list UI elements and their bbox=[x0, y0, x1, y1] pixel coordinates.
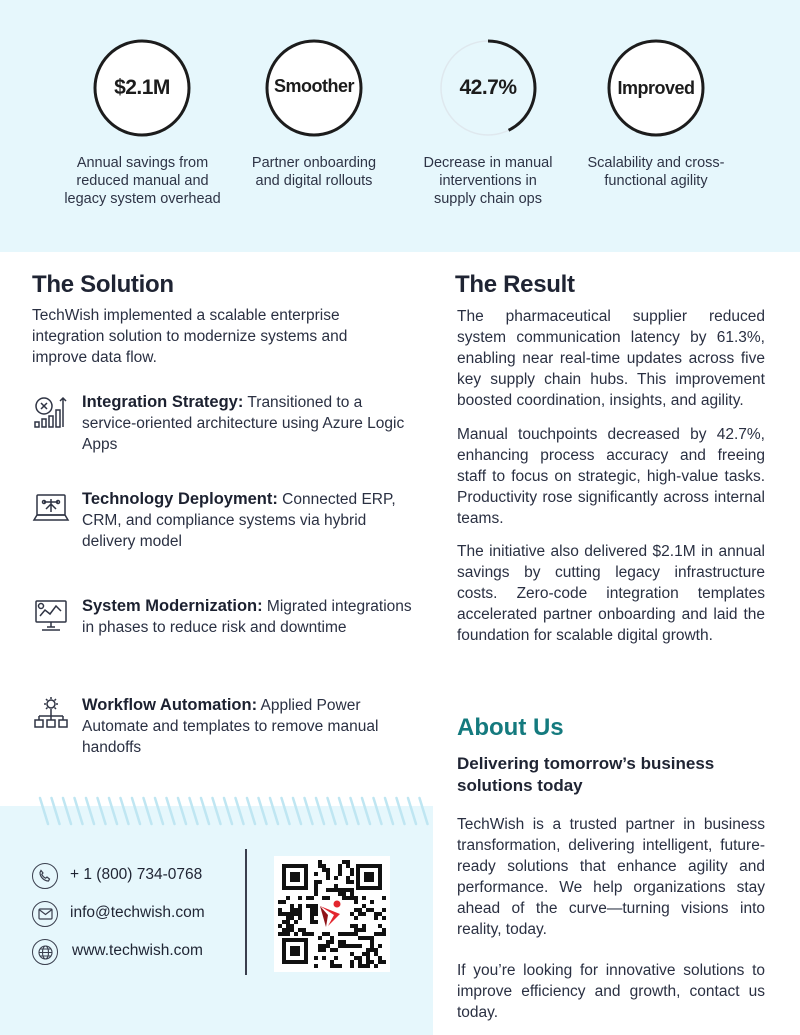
qr-module bbox=[370, 944, 374, 948]
stripe-line bbox=[293, 798, 301, 824]
qr-module bbox=[278, 908, 282, 912]
stripe-line bbox=[144, 798, 152, 824]
qr-module bbox=[378, 956, 382, 960]
qr-module bbox=[310, 908, 314, 912]
qr-module bbox=[334, 948, 338, 952]
stat-value: 42.7% bbox=[459, 76, 517, 99]
item-description: Migrated integrations in phases to reduce risk and downtime bbox=[82, 598, 412, 636]
globe-icon bbox=[32, 939, 58, 965]
stat-ring bbox=[438, 38, 538, 138]
stat-ring bbox=[264, 38, 364, 138]
qr-module bbox=[318, 944, 322, 948]
stat-value: Improved bbox=[617, 77, 695, 98]
qr-module bbox=[314, 904, 318, 908]
qr-module bbox=[350, 896, 354, 900]
qr-module bbox=[350, 960, 354, 964]
stripe-line bbox=[75, 798, 83, 824]
qr-module bbox=[382, 916, 386, 920]
contact-divider bbox=[245, 849, 247, 975]
qr-module bbox=[314, 892, 318, 896]
qr-module bbox=[382, 928, 386, 932]
result-paragraph: Manual touchpoints decreased by 42.7%, enhancing process accuracy and freeing staff to focus on strategic, high-value tasks. Productivity rose significantly across internal teams. bbox=[457, 426, 765, 527]
stripe-line bbox=[40, 798, 48, 824]
qr-module bbox=[290, 908, 294, 912]
qr-module bbox=[306, 904, 310, 908]
qr-module bbox=[314, 872, 318, 876]
qr-module bbox=[370, 960, 374, 964]
qr-module bbox=[330, 960, 334, 964]
qr-module bbox=[322, 864, 326, 868]
stripe-line bbox=[374, 798, 382, 824]
qr-module bbox=[378, 932, 382, 936]
qr-module bbox=[370, 908, 374, 912]
qr-module bbox=[350, 944, 354, 948]
email-link: info@techwish.com bbox=[70, 904, 205, 921]
qr-module bbox=[378, 960, 382, 964]
qr-module bbox=[358, 936, 362, 940]
qr-module bbox=[326, 868, 330, 872]
qr-module bbox=[278, 932, 282, 936]
qr-module bbox=[338, 868, 342, 872]
qr-module bbox=[362, 924, 366, 928]
qr-module bbox=[346, 932, 350, 936]
qr-module bbox=[378, 912, 382, 916]
qr-module bbox=[350, 932, 354, 936]
qr-module bbox=[318, 936, 322, 940]
qr-module bbox=[354, 908, 358, 912]
stripe-line bbox=[420, 798, 428, 824]
mail-icon bbox=[32, 901, 58, 927]
qr-module bbox=[374, 948, 378, 952]
qr-module bbox=[326, 932, 330, 936]
item-title: Workflow Automation: bbox=[82, 696, 258, 714]
qr-module bbox=[350, 912, 354, 916]
qr-module bbox=[322, 868, 326, 872]
stripe-line bbox=[167, 798, 175, 824]
qr-module bbox=[374, 932, 378, 936]
qr-module bbox=[286, 928, 290, 932]
qr-module bbox=[330, 936, 334, 940]
qr-module bbox=[354, 924, 358, 928]
qr-module bbox=[342, 888, 346, 892]
qr-module bbox=[342, 932, 346, 936]
qr-module bbox=[354, 900, 358, 904]
qr-module bbox=[310, 896, 314, 900]
qr-module bbox=[374, 912, 378, 916]
solution-heading: The Solution bbox=[32, 271, 174, 298]
qr-module bbox=[330, 940, 334, 944]
qr-module bbox=[358, 912, 362, 916]
qr-module bbox=[346, 880, 350, 884]
qr-module bbox=[350, 872, 354, 876]
qr-module bbox=[290, 924, 294, 928]
qr-module bbox=[362, 928, 366, 932]
stripe-line bbox=[132, 798, 140, 824]
qr-module bbox=[326, 876, 330, 880]
qr-module bbox=[310, 916, 314, 920]
qr-module bbox=[370, 948, 374, 952]
qr-module bbox=[298, 916, 302, 920]
stripe-line bbox=[201, 798, 209, 824]
qr-module bbox=[346, 888, 350, 892]
qr-module bbox=[338, 944, 342, 948]
qr-module bbox=[362, 912, 366, 916]
qr-module bbox=[322, 932, 326, 936]
qr-module bbox=[346, 896, 350, 900]
qr-module bbox=[310, 920, 314, 924]
qr-module bbox=[282, 932, 286, 936]
stripe-line bbox=[155, 798, 163, 824]
qr-module bbox=[358, 956, 362, 960]
qr-module bbox=[290, 912, 294, 916]
qr-module bbox=[342, 892, 346, 896]
qr-module bbox=[346, 860, 350, 864]
stat-savings bbox=[52, 38, 232, 208]
qr-module bbox=[282, 920, 286, 924]
qr-module bbox=[314, 908, 318, 912]
stripe-line bbox=[259, 798, 267, 824]
qr-module bbox=[366, 936, 370, 940]
qr-module bbox=[290, 928, 294, 932]
qr-module bbox=[366, 956, 370, 960]
qr-module bbox=[350, 952, 354, 956]
qr-module bbox=[366, 952, 370, 956]
qr-module bbox=[286, 916, 290, 920]
stat-onboarding bbox=[224, 38, 404, 190]
qr-module bbox=[338, 864, 342, 868]
qr-module bbox=[334, 876, 338, 880]
item-title: Integration Strategy: bbox=[82, 393, 244, 411]
deployment-laptop-icon bbox=[32, 489, 70, 527]
stripe-line bbox=[121, 798, 129, 824]
qr-module bbox=[314, 920, 318, 924]
qr-module bbox=[350, 888, 354, 892]
qr-module bbox=[318, 880, 322, 884]
qr-module bbox=[306, 896, 310, 900]
stripe-line bbox=[385, 798, 393, 824]
qr-module bbox=[286, 932, 290, 936]
qr-module bbox=[330, 888, 334, 892]
qr-module bbox=[354, 932, 358, 936]
stripe-line bbox=[408, 798, 416, 824]
qr-module bbox=[366, 948, 370, 952]
qr-module bbox=[318, 948, 322, 952]
qr-module bbox=[330, 964, 334, 968]
qr-module bbox=[318, 860, 322, 864]
result-paragraph: The initiative also delivered $2.1M in annual savings by cutting legacy infrastructure costs. Zero-code integration templates accelerated partner onboarding and laid the foundation for scalable digital growth. bbox=[457, 543, 765, 644]
qr-module bbox=[354, 928, 358, 932]
qr-module bbox=[366, 908, 370, 912]
qr-module bbox=[362, 896, 366, 900]
qr-module bbox=[322, 896, 326, 900]
qr-module bbox=[298, 912, 302, 916]
qr-module bbox=[302, 928, 306, 932]
stats-band bbox=[0, 0, 800, 252]
qr-module bbox=[358, 960, 362, 964]
qr-module bbox=[362, 964, 366, 968]
qr-module bbox=[282, 912, 286, 916]
qr-code[interactable] bbox=[274, 856, 390, 972]
workflow-gear-icon bbox=[32, 695, 70, 733]
stat-value: $2.1M bbox=[114, 76, 170, 99]
qr-module bbox=[378, 944, 382, 948]
stat-ring bbox=[92, 38, 192, 138]
about-subheading: Delivering tomorrow’s business solutions today bbox=[457, 754, 715, 795]
qr-module bbox=[314, 912, 318, 916]
qr-module bbox=[382, 960, 386, 964]
stat-value: Smoother bbox=[273, 75, 354, 96]
about-heading: About Us bbox=[457, 714, 564, 741]
qr-module bbox=[334, 964, 338, 968]
phone-icon bbox=[32, 863, 58, 889]
stripe-line bbox=[190, 798, 198, 824]
item-title: System Modernization: bbox=[82, 597, 263, 615]
qr-module bbox=[374, 964, 378, 968]
qr-module bbox=[354, 916, 358, 920]
qr-module bbox=[294, 908, 298, 912]
qr-module bbox=[302, 932, 306, 936]
stripe-line bbox=[351, 798, 359, 824]
phone-text: + 1 (800) 734-0768 bbox=[70, 866, 203, 883]
qr-module bbox=[362, 952, 366, 956]
stat-caption: Partner onboarding and digital rollouts bbox=[251, 155, 377, 189]
stripe-line bbox=[213, 798, 221, 824]
qr-module bbox=[362, 936, 366, 940]
qr-module bbox=[306, 932, 310, 936]
solution-intro: TechWish implemented a scalable enterprise integration solution to modernize systems and improve data flow. bbox=[32, 307, 348, 366]
qr-module bbox=[338, 872, 342, 876]
qr-module bbox=[298, 908, 302, 912]
qr-module bbox=[370, 940, 374, 944]
qr-module bbox=[374, 916, 378, 920]
qr-module bbox=[326, 896, 330, 900]
qr-module bbox=[350, 892, 354, 896]
result-heading: The Result bbox=[455, 271, 575, 298]
qr-module bbox=[326, 944, 330, 948]
qr-module bbox=[338, 932, 342, 936]
qr-module bbox=[338, 940, 342, 944]
stat-interventions bbox=[398, 38, 578, 208]
about-paragraph: If you’re looking for innovative solutions to improve efficiency and growth, contact us today. bbox=[457, 962, 765, 1021]
stripe-line bbox=[98, 798, 106, 824]
decorative-stripes bbox=[36, 794, 436, 830]
qr-module bbox=[286, 920, 290, 924]
stripe-line bbox=[109, 798, 117, 824]
qr-module bbox=[366, 964, 370, 968]
qr-module bbox=[314, 888, 318, 892]
stripe-line bbox=[63, 798, 71, 824]
qr-module bbox=[354, 896, 358, 900]
qr-module bbox=[326, 888, 330, 892]
qr-module bbox=[378, 924, 382, 928]
qr-module bbox=[354, 956, 358, 960]
item-description: Connected ERP, CRM, and compliance systems via hybrid delivery model bbox=[82, 491, 396, 550]
qr-module bbox=[338, 892, 342, 896]
item-title: Technology Deployment: bbox=[82, 490, 278, 508]
qr-module bbox=[278, 912, 282, 916]
result-paragraph: The pharmaceutical supplier reduced system communication latency by 61.3%, enabling near real-time updates across five key supply chain hubs. This improvement boosted coordination, insights, and agility. bbox=[457, 308, 765, 409]
stripe-line bbox=[328, 798, 336, 824]
qr-module bbox=[354, 944, 358, 948]
qr-module bbox=[318, 864, 322, 868]
stripe-line bbox=[305, 798, 313, 824]
qr-module bbox=[310, 932, 314, 936]
qr-module bbox=[358, 928, 362, 932]
qr-module bbox=[334, 956, 338, 960]
qr-module bbox=[382, 896, 386, 900]
qr-module bbox=[350, 964, 354, 968]
qr-module bbox=[322, 944, 326, 948]
stat-scalability bbox=[566, 38, 746, 190]
qr-module bbox=[286, 896, 290, 900]
qr-module bbox=[282, 900, 286, 904]
qr-module bbox=[326, 872, 330, 876]
qr-module bbox=[338, 964, 342, 968]
stripe-line bbox=[236, 798, 244, 824]
item-description: Applied Power Automate and templates to remove manual handoffs bbox=[82, 697, 379, 756]
qr-module bbox=[334, 884, 338, 888]
stripe-line bbox=[52, 798, 60, 824]
qr-module bbox=[346, 944, 350, 948]
qr-module bbox=[374, 952, 378, 956]
qr-module bbox=[346, 876, 350, 880]
qr-module bbox=[342, 940, 346, 944]
qr-module bbox=[342, 860, 346, 864]
qr-module bbox=[298, 928, 302, 932]
stat-caption: Annual savings from reduced manual and legacy system overhead bbox=[64, 155, 221, 207]
stripe-line bbox=[224, 798, 232, 824]
qr-module bbox=[350, 924, 354, 928]
stripe-line bbox=[247, 798, 255, 824]
qr-module bbox=[330, 948, 334, 952]
about-paragraph: TechWish is a trusted partner in business transformation, delivering intelligent, future-ready solutions that enhance agility and performance. We help organizations stay ahead of the curve—turning visions into reality, today. bbox=[457, 816, 765, 938]
qr-module bbox=[334, 888, 338, 892]
qr-module bbox=[342, 944, 346, 948]
stat-caption: Decrease in manual interventions in supply chain ops bbox=[423, 155, 553, 207]
qr-module bbox=[298, 904, 302, 908]
qr-module bbox=[314, 884, 318, 888]
stripe-line bbox=[397, 798, 405, 824]
qr-module bbox=[366, 960, 370, 964]
qr-module bbox=[294, 920, 298, 924]
qr-module bbox=[382, 908, 386, 912]
qr-module bbox=[278, 900, 282, 904]
stripe-line bbox=[282, 798, 290, 824]
stripe-line bbox=[339, 798, 347, 824]
qr-module bbox=[358, 908, 362, 912]
qr-module bbox=[382, 932, 386, 936]
item-description: Transitioned to a service-oriented architecture using Azure Logic Apps bbox=[82, 394, 405, 453]
qr-module bbox=[350, 868, 354, 872]
stripe-line bbox=[178, 798, 186, 824]
integration-chart-icon bbox=[32, 392, 70, 430]
qr-module bbox=[370, 936, 374, 940]
qr-module bbox=[310, 912, 314, 916]
qr-module bbox=[314, 880, 318, 884]
qr-module bbox=[286, 924, 290, 928]
qr-module bbox=[338, 888, 342, 892]
qr-module bbox=[326, 940, 330, 944]
qr-module bbox=[294, 912, 298, 916]
qr-module bbox=[362, 904, 366, 908]
qr-module bbox=[370, 900, 374, 904]
monitor-analytics-icon bbox=[32, 596, 70, 634]
qr-module bbox=[298, 896, 302, 900]
stat-ring bbox=[606, 38, 706, 138]
qr-module bbox=[286, 912, 290, 916]
qr-module bbox=[350, 880, 354, 884]
qr-module bbox=[322, 948, 326, 952]
qr-module bbox=[358, 944, 362, 948]
qr-module bbox=[346, 864, 350, 868]
stat-caption: Scalability and cross-functional agility bbox=[587, 155, 725, 189]
qr-module bbox=[282, 928, 286, 932]
qr-module bbox=[290, 904, 294, 908]
qr-module bbox=[290, 916, 294, 920]
qr-module bbox=[322, 956, 326, 960]
stripe-line bbox=[270, 798, 278, 824]
qr-module bbox=[294, 932, 298, 936]
qr-module bbox=[314, 964, 318, 968]
qr-module bbox=[342, 896, 346, 900]
qr-module bbox=[310, 904, 314, 908]
stripe-line bbox=[86, 798, 94, 824]
qr-module bbox=[358, 964, 362, 968]
qr-module bbox=[314, 956, 318, 960]
website-link: www.techwish.com bbox=[72, 942, 203, 959]
stripe-line bbox=[362, 798, 370, 824]
qr-module bbox=[278, 924, 282, 928]
stripe-line bbox=[316, 798, 324, 824]
